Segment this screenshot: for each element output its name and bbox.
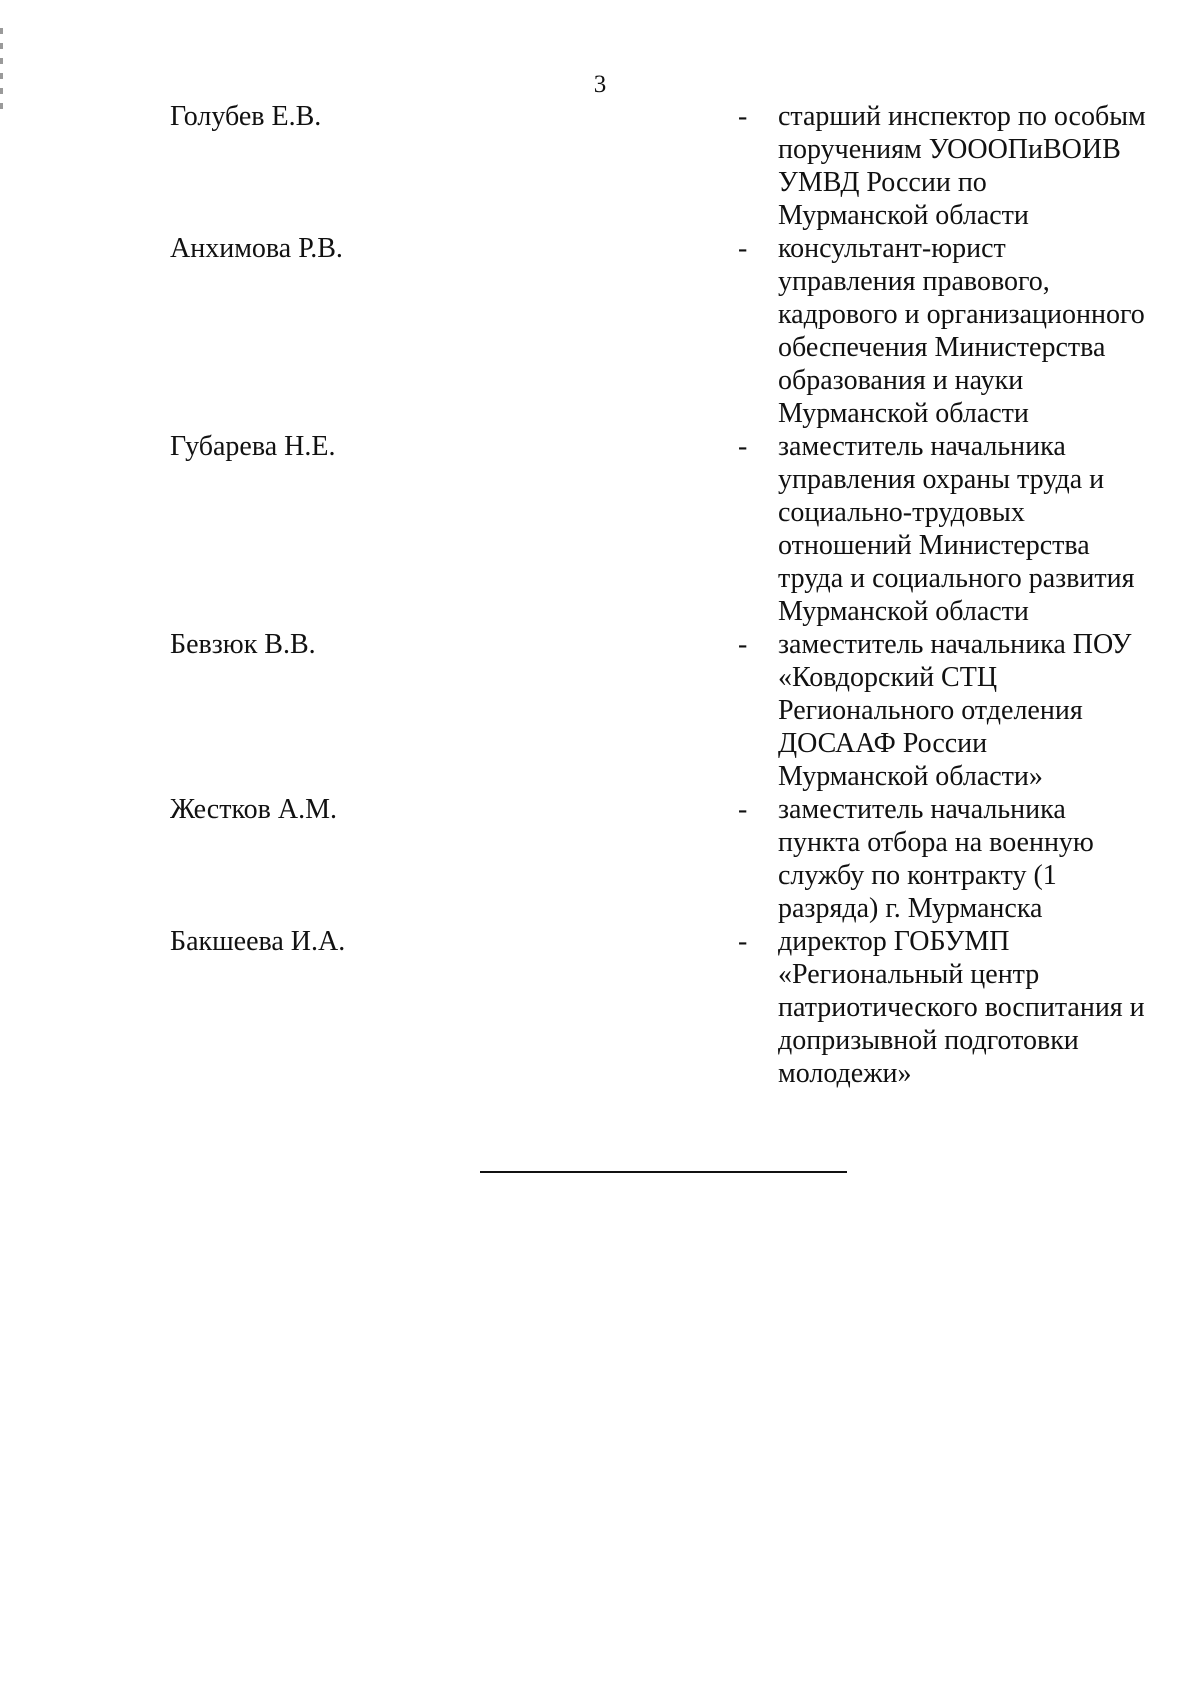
member-name: Голубев Е.В. xyxy=(170,101,322,132)
member-entry xyxy=(170,925,1170,1090)
member-name: Анхимова Р.В. xyxy=(170,233,343,264)
member-entry xyxy=(170,628,1170,793)
member-dash: - xyxy=(738,629,748,660)
member-entry xyxy=(170,793,1170,925)
member-name: Губарева Н.Е. xyxy=(170,431,336,462)
member-position: заместитель начальника пункта отбора на военную службу по контракту (1 разряда) г. Мурманска xyxy=(778,794,1094,924)
page-number: 3 xyxy=(593,71,607,98)
member-name: Бакшеева И.А. xyxy=(170,926,346,957)
member-position: директор ГОБУМП «Региональный центр патриотического воспитания и допризывной подготовки молодежи» xyxy=(778,926,1145,1089)
member-dash: - xyxy=(738,926,748,957)
member-position: старший инспектор по особым поручениям УОООПиВОИВ УМВД России по Мурманской области xyxy=(778,101,1146,231)
member-name: Жестков А.М. xyxy=(170,794,337,825)
member-dash: - xyxy=(738,794,748,825)
member-dash: - xyxy=(738,233,748,264)
member-position: заместитель начальника ПОУ «Ковдорский СТЦ Регионального отделения ДОСААФ России Мурманской области» xyxy=(778,629,1132,792)
member-entry xyxy=(170,232,1170,430)
member-position: заместитель начальника управления охраны труда и социально-трудовых отношений Министерства труда и социального развития Мурманской области xyxy=(778,431,1135,627)
member-name: Бевзюк В.В. xyxy=(170,629,316,660)
closing-rule xyxy=(480,1171,847,1173)
member-position: консультант-юрист управления правового, кадрового и организационного обеспечения Министерства образования и науки Мурманской области xyxy=(778,233,1145,429)
member-entry xyxy=(170,100,1170,232)
member-list xyxy=(170,100,1170,1090)
member-dash: - xyxy=(738,101,748,132)
member-dash: - xyxy=(738,431,748,462)
member-entry xyxy=(170,430,1170,628)
